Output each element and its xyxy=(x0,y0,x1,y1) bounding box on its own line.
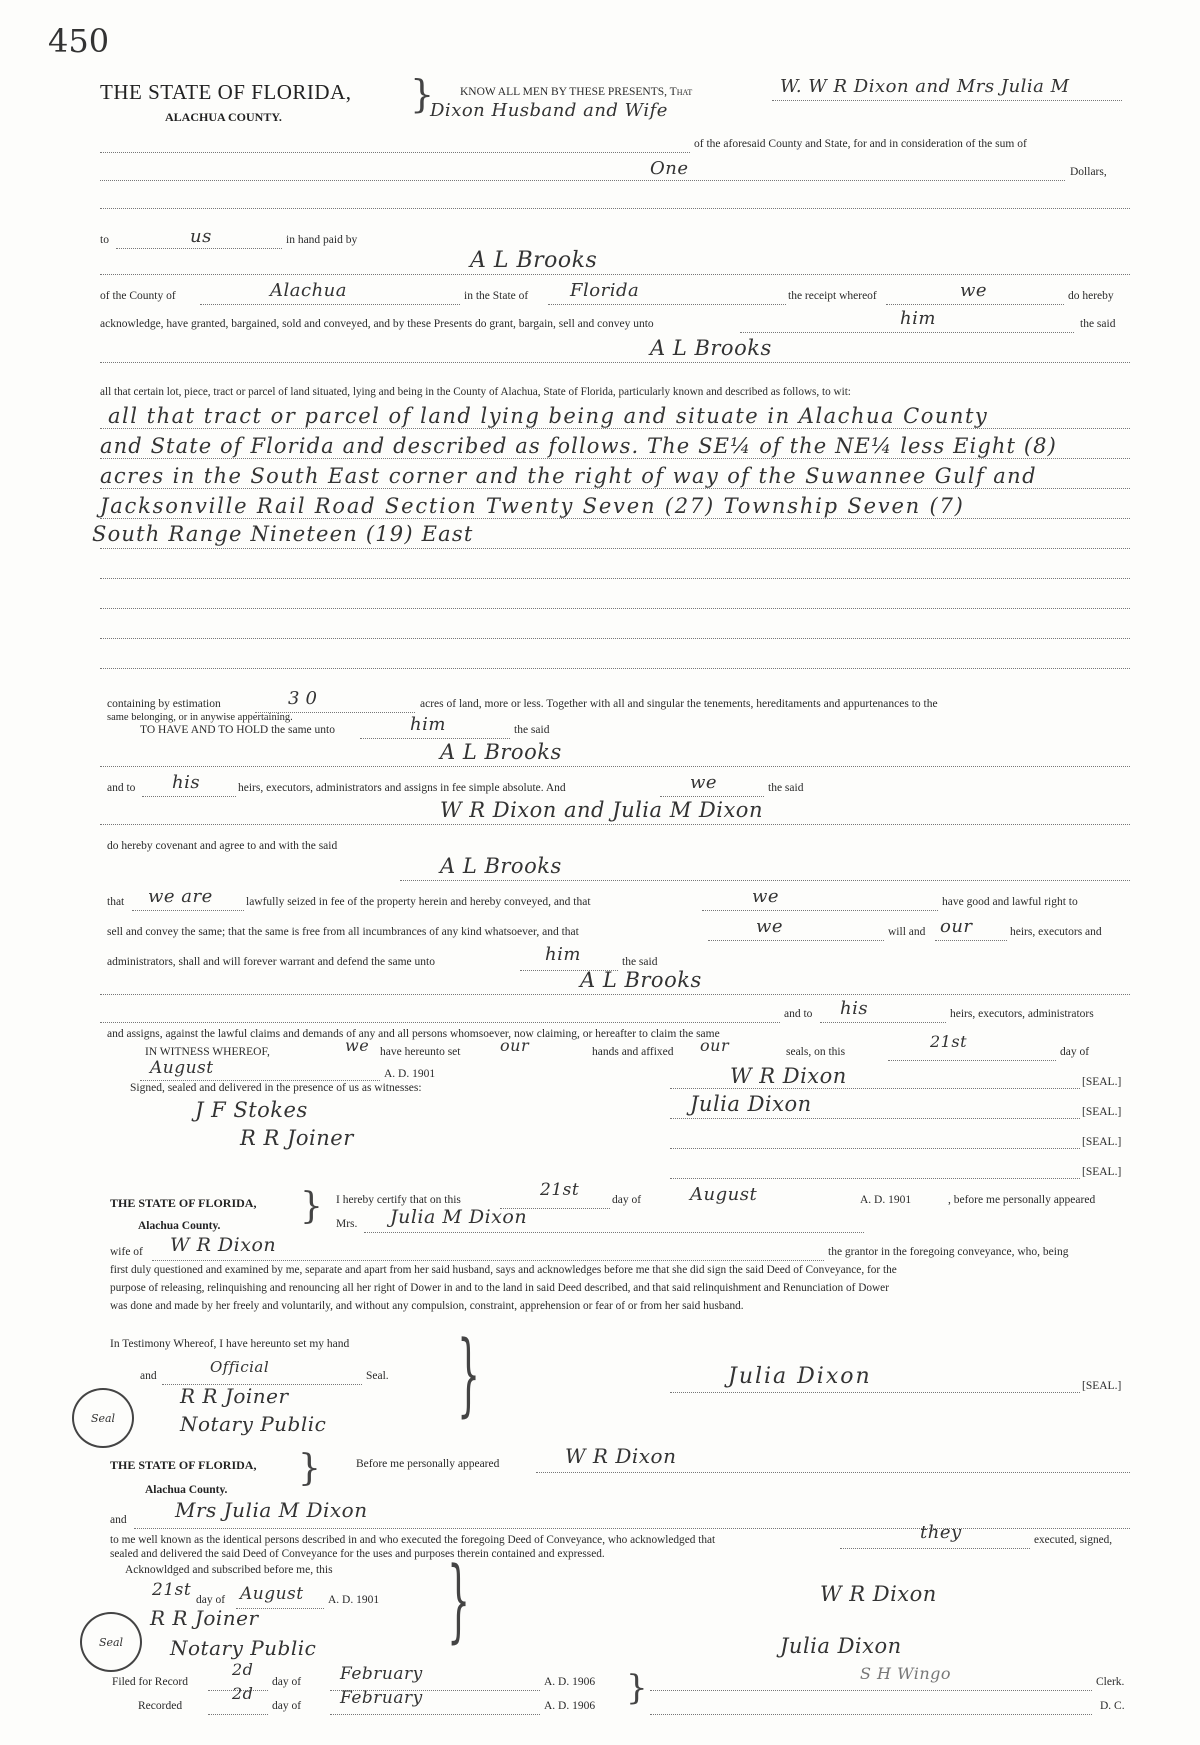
covenant-grantee-hw: A L Brooks xyxy=(440,854,562,878)
rule xyxy=(330,1714,540,1715)
administrators-text: administrators, shall and will forever warrant and defend the same unto xyxy=(107,956,435,968)
rule xyxy=(660,796,764,797)
seals-text: seals, on this xyxy=(786,1046,846,1058)
rule xyxy=(670,1118,1080,1119)
rule xyxy=(670,1178,1080,1179)
rule xyxy=(100,578,1130,579)
certify-grantor-text: the grantor in the foregoing conveyance, who, being xyxy=(828,1246,1069,1258)
sell-heirs: heirs, executors and xyxy=(1010,926,1102,938)
county-heading: ALACHUA COUNTY. xyxy=(165,110,282,124)
rule xyxy=(100,458,1130,459)
ack2-month-hw: August xyxy=(240,1584,304,1604)
ack2-executed: executed, signed, xyxy=(1034,1534,1113,1546)
aforesaid-text: of the aforesaid County and State, for and in consideration of the sum of xyxy=(694,138,1027,150)
certify-wife-of: wife of xyxy=(110,1246,143,1258)
receipt-text: the receipt whereof xyxy=(788,290,877,302)
ack2-day-hw: 21st xyxy=(152,1580,192,1600)
certify-husband-hw: W R Dixon xyxy=(170,1234,277,1256)
rule xyxy=(364,1232,864,1233)
filed-month-hw: February xyxy=(340,1664,423,1684)
to-hw: us xyxy=(190,226,212,247)
rule xyxy=(100,518,1130,519)
ack2-to-me-1: to me well known as the identical persons described in and who executed the foregoing Deed of Conveyance, who acknowledged that xyxy=(110,1534,716,1546)
administrators-the-said: the said xyxy=(622,956,658,968)
rule xyxy=(116,248,282,249)
testimony-brace: } xyxy=(457,1322,481,1427)
ack2-day-of: day of xyxy=(196,1594,226,1606)
certify-para-line: first duly questioned and examined by me, separate and apart from her said husband, says and acknowledges before me that she did sign the said Deed of Conveyance, for the xyxy=(110,1264,897,1276)
ack2-notary-title-hw: Notary Public xyxy=(170,1636,317,1660)
certify-para-line: purpose of releasing, relinquishing and renouncing all her right of Dower in and to the land in said Deed described, and that said relinquishment and Renunciation of Dower xyxy=(110,1282,889,1294)
acres-text: acres of land, more or less. Together with all and singular the tenements, hereditaments and appurtenances to the xyxy=(420,698,938,710)
ack2-brace: } xyxy=(298,1448,321,1489)
rule xyxy=(100,1022,780,1023)
witness-day-hw: 21st xyxy=(930,1032,967,1051)
acres-hw: 30 xyxy=(288,688,323,709)
seal-label: [SEAL.] xyxy=(1082,1136,1122,1148)
state-heading: THE STATE OF FLORIDA, xyxy=(100,80,352,104)
paid-by-hw: A L Brooks xyxy=(470,248,598,273)
rule xyxy=(670,1088,1080,1089)
and-to-text: and to xyxy=(784,1008,813,1020)
rule xyxy=(200,304,460,305)
rule xyxy=(100,608,1130,609)
rule xyxy=(100,428,1130,429)
ack2-and-hw: Mrs Julia M Dixon xyxy=(175,1498,368,1522)
rule xyxy=(134,1528,1130,1529)
dc-label: D. C. xyxy=(1100,1700,1125,1712)
certify-state: THE STATE OF FLORIDA, xyxy=(110,1196,257,1210)
certify-ad: A. D. 1901 xyxy=(860,1194,912,1206)
witness-we-hw: we xyxy=(345,1036,370,1055)
rule xyxy=(536,1472,1130,1473)
witness-day-of: day of xyxy=(1060,1046,1090,1058)
administrators-unto-hw: him xyxy=(545,944,581,965)
certify-mrs-hw: Julia M Dixon xyxy=(390,1206,528,1228)
county-hw: Alachua xyxy=(270,280,347,301)
certify-day-hw: 21st xyxy=(540,1180,580,1200)
grantors-hw-2: Dixon Husband and Wife xyxy=(430,100,668,121)
rule xyxy=(650,1690,1092,1691)
land-intro: all that certain lot, piece, tract or parcel of land situated, lying and being in the County of Alachua, State of Florida, particularly known and described as follows, to wit: xyxy=(100,386,851,398)
rule xyxy=(360,738,510,739)
certify-testimony: In Testimony Whereof, I have hereunto set my hand xyxy=(110,1338,350,1350)
witness-our2-hw: our xyxy=(700,1036,730,1055)
certify-seal-label: [SEAL.] xyxy=(1082,1380,1122,1392)
administrators-grantee-hw: A L Brooks xyxy=(580,968,702,992)
certify-notary-hw: R R Joiner xyxy=(180,1384,289,1408)
acknowledge-grantee-hw: A L Brooks xyxy=(650,336,772,360)
certify-i-hereby: I hereby certify that on this xyxy=(336,1194,461,1206)
rule xyxy=(100,548,1130,549)
rule xyxy=(132,910,244,911)
in-witness-text: IN WITNESS WHEREOF, xyxy=(145,1046,270,1058)
rule xyxy=(840,1548,1030,1549)
filed-brace: } xyxy=(626,1668,648,1708)
rule xyxy=(100,208,1130,209)
certify-brace: } xyxy=(300,1186,323,1227)
acknowledge-text: acknowledge, have granted, bargained, sold and conveyed, and by these Presents do grant, bargain, sell and convey unto xyxy=(100,318,654,330)
land-desc-line: South Range Nineteen (19) East xyxy=(92,522,474,546)
seal-label: [SEAL.] xyxy=(1082,1076,1122,1088)
ack2-to-me-2: sealed and delivered the said Deed of Conveyance for the uses and purposes therein contained and expressed. xyxy=(110,1548,605,1560)
recorded-ad: A. D. 1906 xyxy=(544,1700,596,1712)
rule xyxy=(100,638,1130,639)
signed-sealed-text: Signed, sealed and delivered in the presence of us as witnesses: xyxy=(130,1082,422,1094)
recorded-text: Recorded xyxy=(138,1700,183,1712)
rule xyxy=(100,994,1130,995)
certify-month-hw: August xyxy=(690,1184,758,1205)
certify-mrs: Mrs. xyxy=(336,1218,358,1230)
rule xyxy=(820,1022,946,1023)
rule xyxy=(548,304,786,305)
ack2-signer1-hw: W R Dixon xyxy=(820,1582,937,1606)
sell-that-hw: we xyxy=(756,916,784,937)
clerk-label: Clerk. xyxy=(1096,1676,1125,1688)
header-brace: } xyxy=(410,72,435,116)
and-to-hw: his xyxy=(840,998,869,1019)
ack2-before-me: Before me personally appeared xyxy=(356,1458,500,1470)
rule xyxy=(100,180,1065,181)
witness1-hw: J F Stokes xyxy=(195,1098,308,1122)
filed-day-of: day of xyxy=(272,1676,302,1688)
certify-office-hw: Official xyxy=(210,1358,270,1376)
to-have-the-said: the said xyxy=(514,724,550,736)
covenant-text: do hereby covenant and agree to and with the said xyxy=(107,840,338,852)
to-have-grantee-hw: A L Brooks xyxy=(440,740,562,764)
ack2-ad: A. D. 1901 xyxy=(328,1594,380,1606)
rule xyxy=(100,488,1130,489)
rule xyxy=(772,100,1122,101)
heirs-the-said: the said xyxy=(768,782,804,794)
filed-for-record: Filed for Record xyxy=(112,1676,189,1688)
rule xyxy=(100,668,1130,669)
seal-label: [SEAL.] xyxy=(1082,1166,1122,1178)
notary-seal-stamp-2: Seal xyxy=(80,1612,142,1672)
recorded-day-hw: 2d xyxy=(232,1684,254,1703)
heirs-grantors-hw: W R Dixon and Julia M Dixon xyxy=(440,798,763,822)
sell-our-hw: our xyxy=(940,916,973,937)
do-hereby-text: do hereby xyxy=(1068,290,1114,302)
rule xyxy=(935,940,1007,941)
receipt-hw: we xyxy=(960,280,988,301)
land-desc-line: Jacksonville Rail Road Section Twenty Seven (27) Township Seven (7) xyxy=(100,494,965,518)
rule xyxy=(208,1714,268,1715)
grantors-hw: W. W R Dixon and Mrs Julia M xyxy=(780,76,1070,97)
rule xyxy=(886,304,1064,305)
to-have-text: TO HAVE AND TO HOLD the same unto xyxy=(140,724,335,736)
certify-seal-word: Seal. xyxy=(366,1370,389,1382)
same-belonging: same belonging, or in anywise appertaining. xyxy=(107,712,293,723)
seized-that-hw: we are xyxy=(148,886,213,907)
seized-and-that-hw: we xyxy=(752,886,780,907)
certify-day-of: day of xyxy=(612,1194,642,1206)
land-desc-line: and State of Florida and described as follows. The SE¼ of the NE¼ less Eight (8) xyxy=(100,434,1057,458)
rule xyxy=(702,910,938,911)
rule xyxy=(100,274,1130,275)
sum-hw: One xyxy=(650,158,689,179)
seized-have-good: have good and lawful right to xyxy=(942,896,1078,908)
land-desc-line: all that tract or parcel of land lying being and situate in Alachua County xyxy=(108,404,989,428)
certify-signer-hw: Julia Dixon xyxy=(728,1364,872,1389)
rule xyxy=(140,1080,380,1081)
rule xyxy=(100,152,690,153)
certify-para-line: was done and made by her freely and voluntarily, and without any compulsion, constraint, apprehension or fear of or from her said husband. xyxy=(110,1300,744,1312)
in-state-text: in the State of xyxy=(464,290,529,302)
rule xyxy=(152,1260,824,1261)
certify-notary-title-hw: Notary Public xyxy=(180,1412,327,1436)
have-hereunto: have hereunto set xyxy=(380,1046,461,1058)
acknowledge-the-said: the said xyxy=(1080,318,1116,330)
witness-ad: A. D. 1901 xyxy=(384,1068,436,1080)
seized-that: that xyxy=(107,896,125,908)
heirs-text: heirs, executors, administrators and assigns in fee simple absolute. And xyxy=(238,782,566,794)
ack2-they-hw: they xyxy=(920,1522,962,1543)
sell-will-and: will and xyxy=(888,926,926,938)
certify-before-me: , before me personally appeared xyxy=(948,1194,1096,1206)
recorded-month-hw: February xyxy=(340,1688,423,1708)
in-hand-text: in hand paid by xyxy=(286,234,358,246)
containing-text: containing by estimation xyxy=(107,698,221,710)
ack2-notary-hw: R R Joiner xyxy=(150,1606,259,1630)
ack2-state: THE STATE OF FLORIDA, xyxy=(110,1458,257,1472)
witness2-hw: R R Joiner xyxy=(240,1126,354,1150)
certify-and: and xyxy=(140,1370,157,1382)
land-desc-line: acres in the South East corner and the right of way of the Suwannee Gulf and xyxy=(100,464,1037,488)
heirs-and-to: and to xyxy=(107,782,136,794)
notary-seal-stamp: Seal xyxy=(72,1388,134,1448)
rule xyxy=(100,824,1130,825)
clerk-hw: S H Wingo xyxy=(860,1664,952,1683)
rule xyxy=(670,1148,1080,1149)
acknowledge-unto-hw: him xyxy=(900,308,936,329)
know-all-men: KNOW ALL MEN BY THESE PRESENTS, That xyxy=(460,86,693,98)
page-number: 450 xyxy=(48,22,110,60)
ack2-county: Alachua County. xyxy=(145,1484,228,1496)
sell-text: sell and convey the same; that the same is free from all incumbrances of any kind whatsoever, and that xyxy=(107,926,579,938)
ack2-sig-brace: } xyxy=(447,1548,471,1653)
recorded-day-of: day of xyxy=(272,1700,302,1712)
rule xyxy=(888,1060,1056,1061)
dollars-text: Dollars, xyxy=(1070,166,1107,178)
rule xyxy=(650,1714,1092,1715)
ack2-appeared-hw: W R Dixon xyxy=(565,1444,677,1468)
of-county-text: of the County of xyxy=(100,290,176,302)
to-have-unto-hw: him xyxy=(410,714,446,735)
state-hw: Florida xyxy=(570,280,640,301)
to-text: to xyxy=(100,234,109,246)
certify-county: Alachua County. xyxy=(138,1220,221,1232)
filed-day-hw: 2d xyxy=(232,1660,254,1679)
seized-text: lawfully seized in fee of the property herein and hereby conveyed, and that xyxy=(246,896,591,908)
witness-our-hw: our xyxy=(500,1036,530,1055)
signer1-hw: W R Dixon xyxy=(730,1064,847,1088)
heirs-and-hw: we xyxy=(690,772,718,793)
assigns-text: and assigns, against the lawful claims and demands of any and all persons whomsoever, now claiming, or hereafter to claim the same xyxy=(107,1028,720,1040)
ack2-acknowledged: Acknowldged and subscribed before me, this xyxy=(125,1564,333,1576)
rule xyxy=(670,1392,1080,1393)
seal-label: [SEAL.] xyxy=(1082,1106,1122,1118)
rule xyxy=(400,880,1130,881)
rule xyxy=(100,362,1130,363)
filed-ad: A. D. 1906 xyxy=(544,1676,596,1688)
rule xyxy=(740,332,1074,333)
heirs-and-to-hw: his xyxy=(172,772,201,793)
hands-text: hands and affixed xyxy=(592,1046,674,1058)
witness-month-hw: August xyxy=(150,1058,214,1078)
ack2-signer2-hw: Julia Dixon xyxy=(780,1634,902,1658)
rule xyxy=(100,766,1130,767)
ack2-and: and xyxy=(110,1514,127,1526)
rule xyxy=(142,796,236,797)
rule xyxy=(708,940,884,941)
signer2-hw: Julia Dixon xyxy=(690,1092,812,1116)
and-to-heirs: heirs, executors, administrators xyxy=(950,1008,1094,1020)
